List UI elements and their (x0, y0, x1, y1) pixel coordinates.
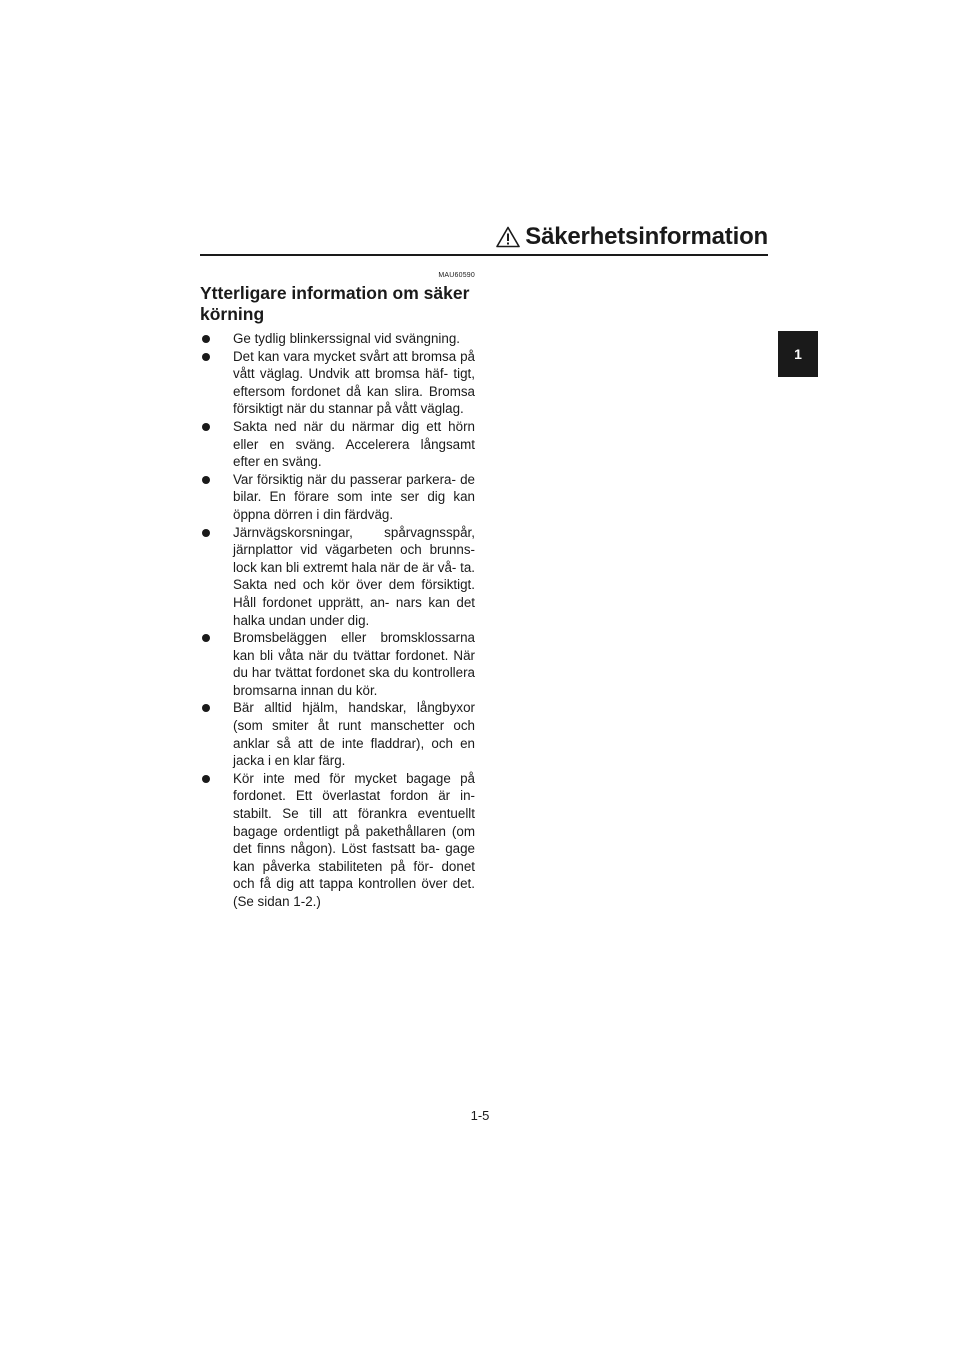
bullet-icon (202, 353, 210, 361)
bullet-icon (202, 423, 210, 431)
list-item (200, 418, 475, 471)
section-code: MAU60590 (438, 272, 475, 279)
list-item-text: Var försiktig när du passerar parkera- de bilar. En förare som inte ser dig kan öppna dörren i din färdväg. (233, 471, 475, 522)
list-item (200, 348, 475, 418)
list-item (200, 524, 475, 630)
list-item-text: Järnvägskorsningar, spårvagnsspår, järnplattor vid vägarbeten och brunns- lock kan bli extremt hala när de är vå- ta. Sakta ned och kör över dem försiktigt. Håll fordonet upprätt, an- nars kan det halka undan under dig. (233, 524, 475, 628)
warning-triangle-icon (496, 226, 520, 248)
bullet-icon (202, 529, 210, 537)
list-item (200, 471, 475, 524)
page-number: 1-5 (470, 1108, 490, 1123)
bullet-icon (202, 335, 210, 343)
list-item (200, 629, 475, 699)
bullet-icon (202, 704, 210, 712)
bullet-icon (202, 775, 210, 783)
page-header (200, 222, 768, 256)
list-item (200, 699, 475, 769)
list-item-text: Sakta ned när du närmar dig ett hörn eller en sväng. Accelerera långsamt efter en sväng. (233, 418, 475, 470)
chapter-tab (778, 331, 818, 377)
safety-section (200, 272, 475, 911)
list-item (200, 770, 475, 911)
chapter-tab-label: 1 (794, 346, 802, 362)
list-item-text: Kör inte med för mycket bagage på fordonet. Ett överlastat fordon är in- stabilt. Se till att förankra eventuellt bagage ordentligt på pakethållaren (om det finns någon). Löst fastsatt ba- gage kan påverka stabiliteten på för- donet och få dig att tappa kontrollen över det. (Se sidan 1-2.) (233, 770, 475, 909)
list-item (200, 330, 475, 348)
bullet-icon (202, 634, 210, 642)
bullet-list (200, 330, 475, 911)
page-title: Säkerhetsinformation (525, 223, 768, 250)
list-item-text: Bär alltid hjälm, handskar, långbyxor (som smiter åt runt manschetter och anklar så att de inte fladdrar), och en jacka i en klar färg. (233, 700, 475, 769)
list-item-text: Bromsbeläggen eller bromsklossarna kan bli våta när du tvättar fordonet. När du har tvättat fordonet ska du kontrollera bromsarna innan du kör. (233, 630, 475, 698)
bullet-icon (202, 476, 210, 484)
header-title-group (496, 222, 768, 252)
list-item-text: Det kan vara mycket svårt att bromsa på vått väglag. Undvik att bromsa häf- tigt, eftersom fordonet då kan slira. Bromsa försiktigt när du stannar på vått väglag. (233, 348, 475, 417)
list-item-text: Ge tydlig blinkerssignal vid svängning. (233, 331, 461, 346)
section-title: Ytterligare information om säker körning (200, 283, 470, 324)
